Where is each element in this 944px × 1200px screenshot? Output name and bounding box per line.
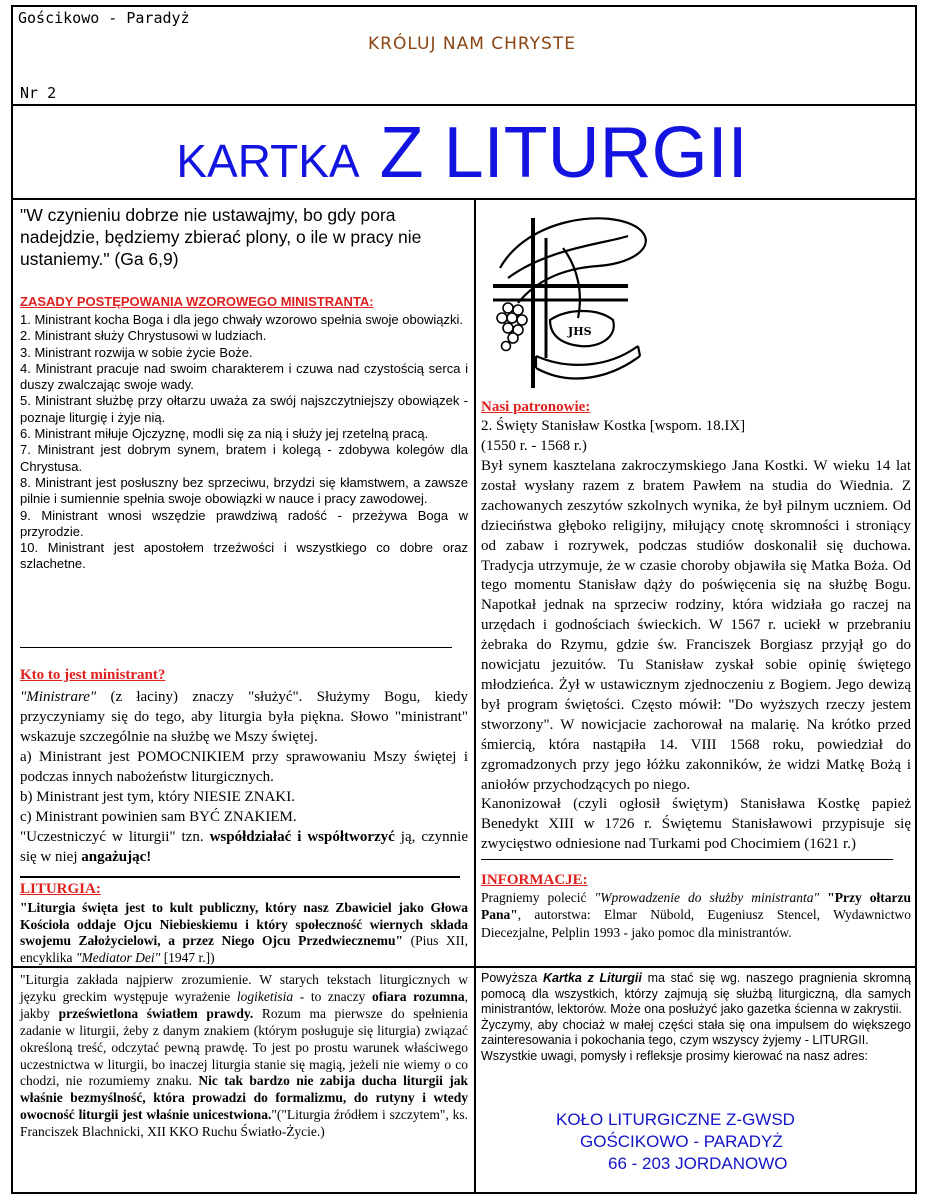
liturgia-heading: LITURGIA: <box>20 881 101 897</box>
bl-term: logiketisia <box>236 988 294 1004</box>
patron-body: Był synem kasztelana zakroczymskiego Jana Kostki. W wieku 14 lat został wysłany razem z bratem Pawłem na studia do Wiednia. Z zachowanych zeszytów szkolnych wynika, że był pilnym uczniem. Od dzieciństwa głęboko religijny, miłujący cnotę skromności i stroniący od zabaw i rozrywek, podczas studiów doskonalił się duchowa. Tradycja utrzymuje, że w czasie choroby objawiła się Matka Boża. Od tego momentu Stanisław dąży do poświęcenia się na służbę Bogu. Napotkał jednak na sprzeciw rodziny, która widziała go raczej na urzędach i godnościach świeckich. W 1567 r. uciekł w przebraniu żebraka do Rzymu, gdzie św. Franciszek Borgiasz przyjął go do nowicjatu jezuitów. Tu Stanisław zyskał sobie opinię świętego młodzieńca. Żył w ustawicznym zjednoczeniu z Bogiem. Jego dewizą był program świętości. Często mówił: "Do wyższych rzeczy jestem stworzony". W nowicjacie zachorował na malarię. Na krótko przed śmiercią, która nastąpiła 14. VIII 1568 roku, powiedział do zgromadzonych przy jego łóżku zakonników, że widzi Matkę Bożą i aniołów przychodzących po niego. <box>481 458 911 793</box>
br-p3: Wszystkie uwagi, pomysły i refleksje prosimy kierować na nasz adres: <box>481 1048 868 1063</box>
header-divider <box>11 104 917 106</box>
who-item-c: c) Ministrant powinien sam BYĆ ZNAKIEM. <box>20 809 297 825</box>
column-divider <box>474 198 476 1194</box>
address-line-2: GOŚCIKOWO - PARADYŻ <box>580 1132 783 1151</box>
rule-item: 5. Ministrant służbę przy ołtarzu uważa za swój najszczytniejszy obowiązek - poznaje liturgię i żyje nią. <box>20 393 468 425</box>
br-title: Kartka z Liturgii <box>542 971 642 985</box>
who-d1: "Uczestniczyć w liturgii" tzn. <box>20 829 210 845</box>
bl-t4: Rozum ma pierwsze do spełnienia zadanie w liturgii, żeby z danym znakiem (którym posługuje się liturgia) związać określoną treść, odczytać pewną prawdę. To jest po prostu warunek właściwego uczestnictwa w liturgii, bo inaczej liturgia stanie się magią, jeżeli nie wiemy o co chodzi, nie rozumiemy znaku. <box>20 1005 469 1089</box>
info-book-title: "Wprowadzenie do służby ministranta" <box>594 890 820 905</box>
rules-list <box>20 312 468 573</box>
who-d4: angażując! <box>81 849 152 865</box>
liturgia-source-year: [1947 r.]) <box>160 949 215 965</box>
info-t3: , autorstwa: Elmar Nübold, Eugeniusz Stencel, Wydawnictwo Diecezjalne, Pelplin 1993 - jako pomoc dla ministrantów. <box>481 907 911 940</box>
title-divider <box>11 198 917 200</box>
rule-item: 8. Ministrant jest posłuszny bez sprzeciwu, brzydzi się kłamstwem, a zawsze pilnie i sumiennie spełnia swoje obowiązki w nauce i pracy zawodowej. <box>20 474 468 507</box>
br-p2: Życzymy, aby chociaż w małej części stała się ona impulsem do większego zainteresowania i pokochania tego, czym wszyscy żyjemy - LITURGII. <box>481 1017 911 1048</box>
bottom-divider <box>11 966 917 968</box>
chalice-monogram: JHS <box>568 325 592 338</box>
patron-title: 2. Święty Stanisław Kostka [wspom. 18.IX] <box>481 418 746 434</box>
bl-t3: , jakby <box>20 988 468 1021</box>
rule-item: 2. Ministrant służy Chrystusowi w ludziach. <box>20 328 267 344</box>
rule-item: 10. Ministrant jest apostołem trzeźwości i wszystkiego co dobre oraz szlachetne. <box>20 540 468 572</box>
info-t1: Pragniemy polecić <box>481 890 595 905</box>
address-line-3: 66 - 203 JORDANOWO <box>608 1154 788 1173</box>
liturgia-source-title: "Mediator Dei" <box>75 949 161 965</box>
bl-t2: - to znaczy <box>293 988 373 1004</box>
patron-biography <box>481 457 911 855</box>
bible-quote: "W czynieniu dobrze nie ustawajmy, bo gdy pora nadejdzie, będziemy zbierać plony, o ile w pracy nie ustaniemy." (Ga 6,9) <box>20 205 422 269</box>
motto: KRÓLUJ NAM CHRYSTE <box>368 34 576 54</box>
rule-item: 1. Ministrant kocha Boga i dla jego chwały wzorowo spełnia swoje obowiązki. <box>20 312 463 327</box>
cross-chalice-grapes-icon <box>488 208 663 398</box>
br-t2: ma stać się wg. naszego pragnienia skromną pomocą dla wszystkich, którzy zajmują się służbą liturgiczną, dla samych ministrantów, lektorów. Może ona posłużyć jako gazetka ścienna w zakrystii. <box>481 971 911 1017</box>
info-heading: INFORMACJE: <box>481 872 588 888</box>
bottom-left-text <box>20 972 468 1141</box>
who-term: "Ministrare" <box>20 689 97 705</box>
who-d2: współdziałać i współtworzyć <box>209 829 395 845</box>
bl-b2: prześwietlona światłem prawdy. <box>58 1005 254 1021</box>
bl-t1: "Liturgia zakłada najpierw zrozumienie. W starych tekstach liturgicznych w języku greckim występuje wyrażenie <box>20 972 468 1004</box>
address-line-1: KOŁO LITURGICZNE Z-GWSD <box>556 1110 795 1129</box>
info-text <box>481 889 911 941</box>
rule-item: 9. Ministrant wnosi wszędzie prawdziwą radość - przeżywa Boga w przyrodzie. <box>20 507 468 539</box>
who-item-a: a) Ministrant jest POMOCNIKIEM przy sprawowaniu Mszy świętej i podczas innych nabożeństw liturgicznych. <box>20 749 468 785</box>
who-d3: ją, czynnie się w niej <box>20 829 468 865</box>
rules-heading: ZASADY POSTĘPOWANIA WZOROWEGO MINISTRANTA: <box>20 294 374 309</box>
rule-item: 7. Ministrant jest dobrym synem, bratem i kolegą - zdobywa kolegów dla Chrystusa. <box>20 442 468 474</box>
rule-item: 3. Ministrant rozwija w sobie życie Boże. <box>20 344 253 360</box>
rule-item: 6. Ministrant miłuje Ojczyznę, modli się za nią i służy jej rzetelną pracą. <box>20 426 429 442</box>
rule-item: 4. Ministrant pracuje nad swoim charakterem i czuwa nad czystością serca i duszy zwalczając swoje wady. <box>20 360 468 393</box>
who-heading: Kto to jest ministrant? <box>20 667 166 683</box>
bl-b3: Nic tak bardzo nie zabija ducha liturgii jak właśnie bezmyślność, która prowadzi do formalizmu, do rutyny i wtedy owocność liturgii jest właśnie unicestwiona. <box>20 1073 468 1123</box>
who-paragraph: (z łaciny) znaczy "służyć". Służymy Bogu, kiedy przyczyniamy się do tego, aby liturgia była piękna. Słowo "ministrant" wskazuje szczególnie na służbę we Mszy świętej. <box>20 689 468 745</box>
bl-b1: ofiara rozumna <box>372 988 465 1004</box>
patrons-heading: Nasi patronowie: <box>481 399 591 415</box>
location-label: Gościkowo - Paradyż <box>18 9 190 27</box>
patron-dates: (1550 r. - 1568 r.) <box>481 438 587 454</box>
liturgia-quote: "Liturgia święta jest to kult publiczny, który nasz Zbawiciel jako Głowa Kościoła oddaje Ojcu Niebieskiemu i który społeczność wiernych składa swojemu Założycielowi, a przez Niego Ojcu Przedwiecznemu" <box>20 900 468 949</box>
liturgia-source: (Pius XII, encyklika <box>20 933 468 965</box>
who-divider <box>20 876 460 878</box>
info-book-subtitle: "Przy ołtarzu Pana" <box>481 890 911 923</box>
liturgia-definition <box>20 900 468 966</box>
who-text <box>20 687 468 867</box>
rules-divider <box>20 647 452 648</box>
page-title: KARTKA Z LITURGII <box>176 113 748 193</box>
patrons-divider <box>481 859 893 860</box>
who-item-b: b) Ministrant jest tym, który NIESIE ZNAKI. <box>20 789 295 805</box>
address-block <box>556 1109 795 1175</box>
issue-number: Nr 2 <box>20 84 57 102</box>
bottom-right-text <box>481 971 911 1065</box>
bl-t5: "("Liturgia źródłem i szczytem", ks. Franciszek Blachnicki, XII KKO Ruchu Światło-Życie.) <box>20 1107 469 1140</box>
patron-body-2: Kanonizował (czyli ogłosił świętym) Stanisława Kostkę papież Benedykt XIII w 1726 r. Świętemu Stanisławowi przypisuje się zwycięstwo odniesione nad Turkami pod Chocimiem (1621 r.) <box>481 796 911 853</box>
br-t1: Powyższa <box>481 971 543 985</box>
